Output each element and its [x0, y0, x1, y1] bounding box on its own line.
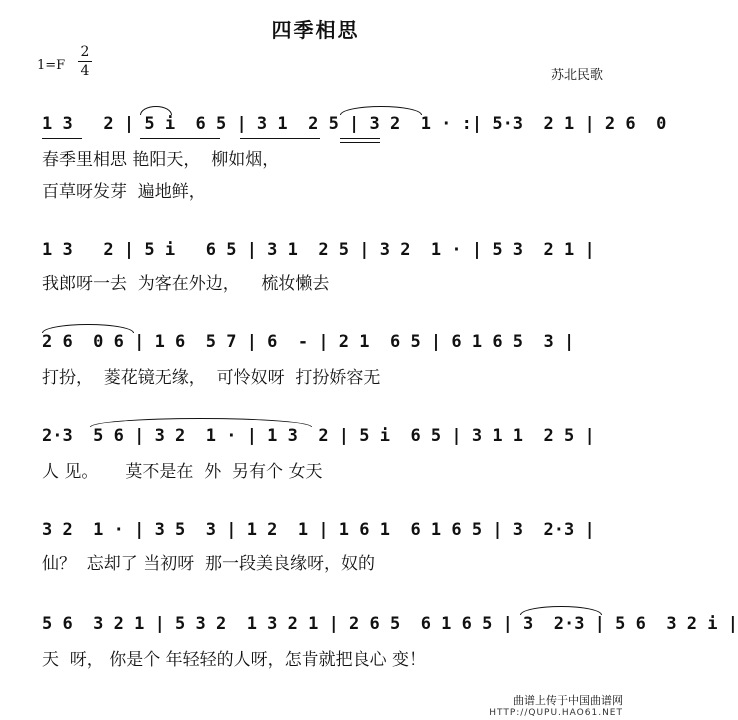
notation-line-1: [0, 112, 667, 140]
notation-line-5: [0, 518, 631, 546]
lyrics-line-6: [0, 648, 631, 674]
beam-line: [340, 138, 380, 139]
lyric-text: 仙？ 忘却了 当初呀 那一段美良缘呀，奴的: [42, 554, 376, 574]
beam-line: [340, 142, 380, 143]
beam-line: [42, 138, 82, 139]
notation-text: 5 6 3 2 1 | 5 3 2 1 3 2 1 | 2 6 5 6 1 6 5 | 3 2·3 | 5 6 3 2 i |: [42, 614, 738, 634]
lyrics-line-1a: [0, 148, 631, 174]
beam-line: [240, 138, 320, 139]
lyrics-line-4: [0, 460, 631, 486]
notation-line-2: [0, 238, 631, 266]
watermark-footer: [489, 694, 623, 720]
lyrics-line-5: [0, 552, 631, 578]
slur-mark: [42, 324, 134, 333]
slur-mark: [140, 106, 172, 115]
time-signature-bottom: 4: [80, 63, 90, 79]
notation-text: 2·3 5 6 | 3 2 1 · | 1 3 2 | 5 i 6 5 | 3 1 1 2 5 |: [42, 426, 595, 446]
lyric-text: 百草呀发芽 遍地鲜，: [42, 182, 206, 202]
notation-text: 3 2 1 · | 3 5 3 | 1 2 1 | 1 6 1 6 1 6 5 | 3 2·3 |: [42, 520, 595, 540]
slur-mark: [340, 106, 422, 115]
notation-text: 1 3 2 | 5 i 6 5 | 3 1 2 5 | 3 2 1 · :| 5·3 2 1 | 2 6 0: [42, 114, 667, 134]
time-signature-top: 2: [80, 44, 90, 60]
notation-line-3: [0, 330, 631, 358]
notation-text: 1 3 2 | 5 i 6 5 | 3 1 2 5 | 3 2 1 · | 5 3 2 1 |: [42, 240, 595, 260]
lyric-text: 我郎呀一去 为客在外边， 梳妆懒去: [42, 274, 330, 294]
notation-line-6: [0, 612, 738, 640]
lyric-text: 春季里相思 艳阳天， 柳如烟，: [42, 150, 280, 170]
lyrics-line-3: [0, 366, 631, 392]
key-signature: 1=F: [37, 58, 66, 73]
composer-credit: 苏北民歌: [550, 68, 603, 83]
lyric-text: 打扮， 菱花镜无缘， 可怜奴呀 打扮娇容无: [42, 368, 381, 388]
song-title: 四季相思: [271, 18, 360, 42]
watermark-text: 曲谱上传于中国曲谱网: [513, 694, 623, 707]
slur-mark: [520, 606, 602, 615]
beam-line: [140, 138, 220, 139]
slur-mark: [90, 418, 312, 427]
lyrics-line-2: [0, 272, 631, 298]
notation-text: 2 6 0 6 | 1 6 5 7 | 6 - | 2 1 6 5 | 6 1 6 5 3 |: [42, 332, 575, 352]
lyric-text: 人 见。 莫不是在 外 另有个 女天: [42, 462, 323, 482]
watermark-url: HTTP://QUPU.HAO61.NET: [489, 708, 623, 718]
lyric-text: 天 呀， 你是个 年轻轻的人呀，怎肯就把良心 变！: [42, 650, 427, 670]
time-signature-divider: [78, 61, 92, 62]
time-signature: [78, 44, 92, 79]
notation-line-4: [0, 424, 631, 452]
lyrics-line-1b: [0, 180, 631, 206]
